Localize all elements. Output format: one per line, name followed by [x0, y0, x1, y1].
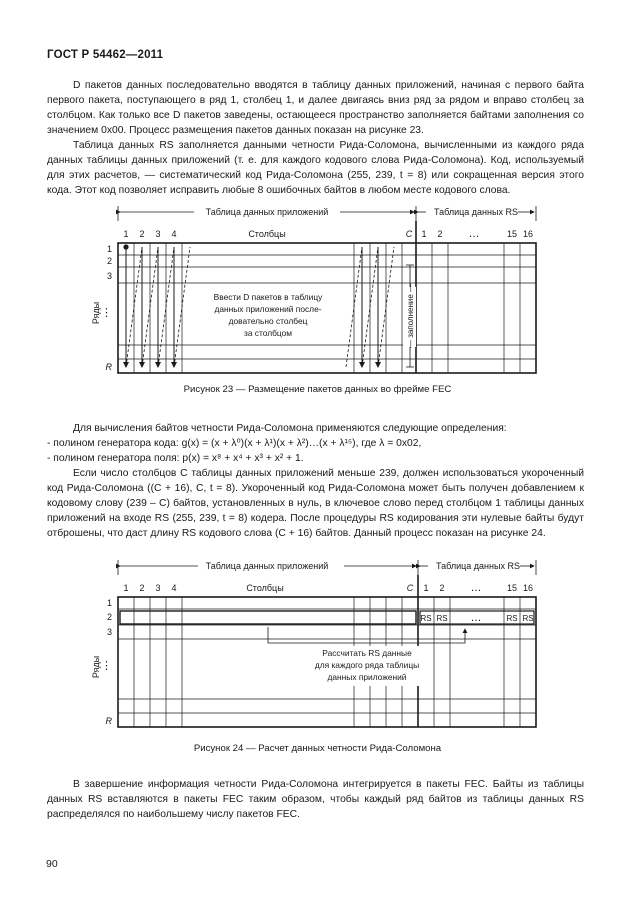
row-label: 2 — [106, 612, 112, 622]
row-label: 3 — [106, 627, 112, 637]
paragraph: В завершение информация четности Рида-Соломона интегрируется в пакеты FEC. Байты из таблицы данных RS вставляются в пакеты FEC таким образом, чтобы каждый ряд байтов из таблицы данных RS распределялся по наибольшему числу пакетов FEC. — [47, 779, 584, 820]
text-block-1 — [47, 78, 584, 198]
text-block-2 — [47, 421, 584, 541]
rs-col-label: 1 — [421, 229, 427, 239]
columns-label: Столбцы — [246, 583, 284, 593]
figure-24-caption: Рисунок 24 — Расчет данных четности Рида-Соломона — [193, 743, 442, 754]
start-dot — [123, 244, 128, 249]
rs-col-label: 16 — [522, 229, 534, 239]
rs-cell-dots: … — [470, 612, 482, 624]
col-c-label: C — [405, 229, 413, 239]
col-label: 2 — [139, 583, 145, 593]
note-line: довательно столбец — [228, 316, 308, 326]
row-label: 1 — [106, 244, 112, 254]
rs-col-label: 15 — [506, 583, 518, 593]
row-label: 1 — [106, 598, 112, 608]
col-label: 3 — [155, 229, 161, 239]
app-table-label: Таблица данных приложений — [205, 561, 329, 571]
rs-col-label: 1 — [423, 583, 429, 593]
rs-cell: RS — [506, 614, 518, 623]
paragraph: Для вычисления байтов четности Рида-Соломона применяются следующие определения: — [73, 423, 507, 434]
paragraph: Таблица данных RS заполняется данными четности Рида-Соломона, вычисленными из каждого ряда данных таблицы данных приложений (т. е. для каждого кодового слова Рида-Соломона). Код, используемый для этих расчетов, — систематический код Рида-Соломона (255, 239, t = 8) или сокращенная версия этого кода. Этот код позволяет исправить любые 8 ошибочных байтов в любом месте кодового слова. — [47, 140, 584, 196]
note-line: данных приложений — [327, 672, 407, 682]
col-label: 4 — [171, 229, 177, 239]
note-line: Ввести D пакетов в таблицу — [213, 292, 323, 302]
row-label: 2 — [106, 256, 112, 266]
row-r-label: R — [105, 362, 112, 372]
app-table-label: Таблица данных приложений — [205, 207, 329, 217]
fill-label: — заполнение — — [406, 283, 415, 349]
rs-col-label: 2 — [439, 583, 445, 593]
standard-header: ГОСТ Р 54462—2011 — [47, 49, 164, 61]
rs-cell: RS — [522, 614, 534, 623]
note-line: Рассчитать RS данные — [322, 648, 412, 658]
figure-24-diagram — [90, 557, 545, 732]
col-c-label: C — [406, 583, 414, 593]
col-label: 1 — [123, 229, 129, 239]
rs-col-label: 16 — [522, 583, 534, 593]
note-line: данных приложений после- — [214, 304, 322, 314]
col-label: 1 — [123, 583, 129, 593]
row-label: 3 — [106, 271, 112, 281]
col-label: 2 — [139, 229, 145, 239]
col-label: 4 — [171, 583, 177, 593]
list-item: - полином генератора кода: g(x) = (x + λ⁰)(x + λ¹)(x + λ²)…(x + λ¹⁵), где λ = 0x02, — [47, 438, 422, 449]
rows-label: Ряды — [91, 655, 101, 679]
text-block-3 — [47, 777, 584, 822]
paragraph: D пакетов данных последовательно вводятся в таблицу данных приложений, начиная с первого байта первого пакета, поступающего в ряд 1, столбец 1, и далее двигаясь вниз ряд за рядом и вправо столбец за столбцом. Как только все D пакетов заведены, остающееся пространство заполняется байтами заполнения со значением 0x00. Процесс размещения пакетов данных показан на рисунке 23. — [47, 80, 584, 136]
rs-col-label: 2 — [437, 229, 443, 239]
rs-col-label: 15 — [506, 229, 518, 239]
figure-23-diagram — [90, 203, 545, 378]
note-line: для каждого ряда таблицы — [314, 660, 420, 670]
col-label: 3 — [155, 583, 161, 593]
columns-label: Столбцы — [248, 229, 286, 239]
paragraph: Если число столбцов C таблицы данных приложений меньше 239, должен использоваться укороченный код Рида-Соломона ((C + 16), C, t = 8). Укороченный код Рида-Соломона может быть получен добавлением к кодовому слову (239 – C) байтов, установленных в нуль, в ключевое слово перед столбцом 1 таблицы данных приложений на входе RS (255, 239, t = 8) кодера. После процедуры RS кодирования эти нулевые байты будут отброшены, что даст длину RS кодового слова (C + 16) байтов. Данный процесс показан на рисунке 24. — [47, 468, 584, 539]
row-r-label: R — [105, 716, 112, 726]
rs-table-label: Таблица данных RS — [436, 561, 520, 571]
row-dots: ⋮ — [101, 660, 112, 672]
rs-col-dots: … — [470, 582, 482, 594]
row-dots: ⋮ — [101, 307, 112, 319]
rs-cell: RS — [436, 614, 448, 623]
page-number: 90 — [46, 858, 58, 870]
rs-cell: RS — [420, 614, 432, 623]
rs-col-dots: … — [468, 228, 480, 240]
rows-label: Ряды — [91, 301, 101, 325]
rs-table-label: Таблица данных RS — [434, 207, 518, 217]
list-item: - полином генератора поля: p(x) = x⁸ + x⁴ + x³ + x² + 1. — [47, 453, 304, 464]
note-line: за столбцом — [243, 328, 293, 338]
figure-23-caption: Рисунок 23 — Размещение пакетов данных во фрейме FEC — [183, 384, 452, 395]
